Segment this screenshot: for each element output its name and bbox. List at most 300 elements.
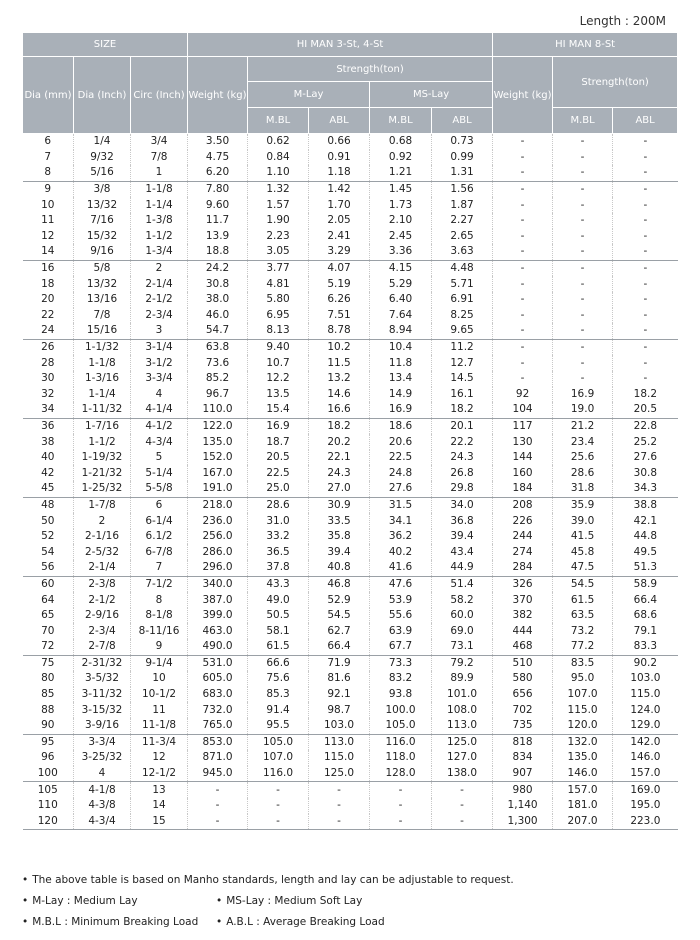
table-row (23, 481, 678, 497)
m-lay-mbl-cell: 13.5 (248, 387, 309, 403)
m-lay-abl-cell: 1.70 (309, 197, 370, 213)
m-lay-abl-cell: 1.18 (309, 165, 370, 181)
abl-8st-cell: 129.0 (613, 718, 678, 734)
dia-mm-cell: 10 (41, 198, 55, 211)
abl-8st-cell: 142.0 (613, 734, 678, 750)
circ-inch-cell: 3/4 (131, 134, 188, 150)
abl-8st-cell: 103.0 (613, 671, 678, 687)
dia-inch-cell: 4-3/4 (74, 814, 131, 830)
mbl-8st-cell: - (553, 260, 613, 276)
weight-8st-cell: - (493, 308, 553, 324)
dia-mm-cell: 9 (23, 181, 74, 197)
m-lay-mbl-cell: 8.13 (248, 323, 309, 339)
m-lay-abl-cell: 33.5 (309, 513, 370, 529)
table-row (23, 339, 678, 355)
dia-inch-cell: 3-11/32 (74, 687, 131, 703)
ms-lay-mbl-cell: 36.2 (370, 529, 432, 545)
weight-8st-cell: - (493, 339, 553, 355)
m-lay-abl-cell: 98.7 (309, 702, 370, 718)
mbl-8st-cell: 135.0 (553, 750, 613, 766)
ms-lay-mbl-cell: 1.21 (370, 165, 432, 181)
size-header: SIZE (23, 33, 188, 57)
dia-inch-cell: 3-5/32 (74, 671, 131, 687)
mbl-8st-cell: 21.2 (553, 418, 613, 434)
dia-inch-cell: 3-25/32 (74, 750, 131, 766)
dia-inch-cell: 1-25/32 (74, 481, 131, 497)
ms-lay-mbl-cell: 118.0 (370, 750, 432, 766)
abl-8st-cell: - (613, 355, 678, 371)
dia-mm-cell: 34 (41, 403, 55, 416)
mbl-8st-cell: 207.0 (553, 814, 613, 830)
ms-lay-mbl-cell: 5.29 (370, 276, 432, 292)
dia-mm-cell: 40 (41, 451, 55, 464)
m-lay-mbl-cell: 58.1 (248, 623, 309, 639)
ms-lay-mbl-cell: 93.8 (370, 687, 432, 703)
group1-header: HI MAN 3-St, 4-St (188, 33, 493, 57)
m-lay-abl-cell: 103.0 (309, 718, 370, 734)
note-m-lay-text: M-Lay : Medium Lay (32, 895, 138, 907)
dia-inch-cell: 9/32 (74, 150, 131, 166)
ms-lay-mbl-cell: 7.64 (370, 308, 432, 324)
dia-mm-cell: 6 (23, 134, 74, 150)
dia-mm-cell: 72 (41, 640, 55, 653)
dia-mm-cell: 38 (41, 435, 55, 448)
abl-8st-cell: 38.8 (613, 497, 678, 513)
weight-cell: 4.75 (188, 150, 248, 166)
abl-8st-cell: - (613, 197, 678, 213)
weight-8st-cell: - (493, 276, 553, 292)
weight-8st-cell: - (493, 213, 553, 229)
abl-8st-cell: 124.0 (613, 702, 678, 718)
dia-mm-cell: 11 (41, 214, 55, 227)
circ-inch-cell: 4-3/4 (131, 434, 188, 450)
circ-inch-cell: 10-1/2 (131, 687, 188, 703)
m-lay-mbl-cell: 107.0 (248, 750, 309, 766)
ms-lay-mbl-cell: 47.6 (370, 576, 432, 592)
weight-cell: 945.0 (188, 766, 248, 782)
m-lay-mbl-cell: 105.0 (248, 734, 309, 750)
table-row (23, 798, 678, 814)
circ-inch-cell: 3-1/4 (131, 339, 188, 355)
mbl-8st-cell: 23.4 (553, 434, 613, 450)
weight-cell: 853.0 (188, 734, 248, 750)
mbl-8st-cell: - (553, 213, 613, 229)
table-row (23, 292, 678, 308)
table-row (23, 782, 678, 798)
weight-header: Weight (kg) (188, 57, 248, 134)
weight-cell: 399.0 (188, 608, 248, 624)
abl-8st-cell: - (613, 276, 678, 292)
circ-inch-cell: 11-1/8 (131, 718, 188, 734)
abl-8st-cell: 20.5 (613, 402, 678, 418)
note-ms-lay (216, 893, 362, 909)
table-row (23, 276, 678, 292)
ms-lay-abl-cell: 36.8 (432, 513, 493, 529)
group2-header: HI MAN 8-St (493, 33, 678, 57)
weight-cell: 38.0 (188, 292, 248, 308)
ms-lay-mbl-cell: 73.3 (370, 655, 432, 671)
m-lay-mbl-cell: 20.5 (248, 450, 309, 466)
dia-inch-cell: 13/16 (74, 292, 131, 308)
dia-mm-cell: 36 (23, 418, 74, 434)
circ-inch-cell: 1 (131, 165, 188, 181)
circ-inch-cell: 1-1/4 (131, 197, 188, 213)
table-row (23, 671, 678, 687)
dia-mm-cell: 80 (41, 672, 55, 685)
bullet-icon: • (22, 895, 29, 907)
dia-mm-cell: 54 (41, 545, 55, 558)
ms-lay-mbl-cell: - (370, 798, 432, 814)
weight-cell: 531.0 (188, 655, 248, 671)
ms-lay-abl-cell: 1.56 (432, 181, 493, 197)
mbl-8st-cell: 73.2 (553, 623, 613, 639)
ms-lay-header: MS-Lay (370, 82, 493, 108)
m-lay-abl-cell: 2.05 (309, 213, 370, 229)
ms-lay-mbl-cell: 22.5 (370, 450, 432, 466)
dia-inch-cell: 4-3/8 (74, 798, 131, 814)
circ-inch-cell: 7 (131, 560, 188, 576)
weight-8st-cell: 274 (493, 544, 553, 560)
mbl-8st-cell: 28.6 (553, 465, 613, 481)
weight-8st-cell: - (493, 260, 553, 276)
strength-header: Strength(ton) (248, 57, 493, 82)
weight-cell: 30.8 (188, 276, 248, 292)
m-lay-abl-cell: 7.51 (309, 308, 370, 324)
abl-8st-cell: - (613, 150, 678, 166)
abl-8st-cell: 146.0 (613, 750, 678, 766)
dia-mm-cell: 22 (41, 308, 55, 321)
table-row (23, 544, 678, 560)
ms-lay-mbl-cell: 128.0 (370, 766, 432, 782)
mbl-8st-cell: 83.5 (553, 655, 613, 671)
circ-inch-cell: 7/8 (131, 150, 188, 166)
m-lay-mbl-cell: 16.9 (248, 418, 309, 434)
mbl-8st-cell: 31.8 (553, 481, 613, 497)
abl-8st-cell: - (613, 371, 678, 387)
table-row (23, 734, 678, 750)
m-lay-mbl-cell: 36.5 (248, 544, 309, 560)
abl-8st-cell: 25.2 (613, 434, 678, 450)
ms-lay-mbl-cell: 13.4 (370, 371, 432, 387)
weight-8st-cell: 656 (493, 687, 553, 703)
dia-mm-cell: 105 (23, 782, 74, 798)
mbl-8st-cell: - (553, 339, 613, 355)
ms-lay-abl-cell: 2.65 (432, 229, 493, 245)
circ-inch-cell: 1-1/2 (131, 229, 188, 245)
mbl-8st-cell: 45.8 (553, 544, 613, 560)
m-lay-mbl-cell: 18.7 (248, 434, 309, 450)
weight-cell: - (188, 798, 248, 814)
circ-inch-cell: 4-1/2 (131, 418, 188, 434)
ms-lay-abl-cell: 26.8 (432, 465, 493, 481)
abl-8st-cell: 68.6 (613, 608, 678, 624)
dia-mm-cell: 14 (41, 245, 55, 258)
weight-8st-cell: 580 (493, 671, 553, 687)
dia-inch-cell: 7/16 (74, 213, 131, 229)
m-lay-abl-cell: 13.2 (309, 371, 370, 387)
weight-8st-cell: 160 (493, 465, 553, 481)
dia-mm-cell: 70 (41, 624, 55, 637)
dia-mm-cell: 8 (44, 166, 52, 179)
weight2-header: Weight (kg) (493, 57, 553, 134)
m-lay-abl-cell: 10.2 (309, 339, 370, 355)
m-lay-abl-cell: 2.41 (309, 229, 370, 245)
table-row (23, 181, 678, 197)
mbl-8st-cell: 16.9 (553, 387, 613, 403)
dia-inch-cell: 4 (74, 766, 131, 782)
table-row (23, 465, 678, 481)
dia-mm-header: Dia (mm) (23, 57, 74, 134)
abl2-header: ABL (613, 108, 678, 134)
ms-lay-abl-cell: 22.2 (432, 434, 493, 450)
m-lay-abl-header: ABL (309, 108, 370, 134)
weight-8st-cell: 907 (493, 766, 553, 782)
dia-mm-cell: 60 (23, 576, 74, 592)
mbl-8st-cell: 107.0 (553, 687, 613, 703)
ms-lay-abl-cell: 14.5 (432, 371, 493, 387)
table-row (23, 560, 678, 576)
weight-cell: 54.7 (188, 323, 248, 339)
m-lay-mbl-cell: 4.81 (248, 276, 309, 292)
m-lay-abl-cell: 66.4 (309, 639, 370, 655)
weight-8st-cell: - (493, 197, 553, 213)
dia-mm-cell: 96 (41, 751, 55, 764)
m-lay-abl-cell: 6.26 (309, 292, 370, 308)
m-lay-abl-cell: - (309, 798, 370, 814)
dia-mm-cell: 64 (41, 593, 55, 606)
m-lay-mbl-cell: 28.6 (248, 497, 309, 513)
dia-mm-cell: 65 (41, 609, 55, 622)
circ-inch-cell: 8 (131, 592, 188, 608)
table-row (23, 229, 678, 245)
table-row (23, 387, 678, 403)
ms-lay-abl-cell: 16.1 (432, 387, 493, 403)
m-lay-abl-cell: 24.3 (309, 465, 370, 481)
circ-inch-cell: 6.1/2 (131, 529, 188, 545)
dia-mm-cell: 12 (41, 229, 55, 242)
dia-inch-cell: 2-3/4 (74, 623, 131, 639)
ms-lay-abl-cell: 138.0 (432, 766, 493, 782)
weight-8st-cell: - (493, 292, 553, 308)
ms-lay-abl-cell: - (432, 782, 493, 798)
circ-inch-cell: 15 (131, 814, 188, 830)
table-row (23, 308, 678, 324)
mbl-8st-cell: 146.0 (553, 766, 613, 782)
ms-lay-mbl-cell: 18.6 (370, 418, 432, 434)
m-lay-mbl-cell: 0.62 (248, 134, 309, 150)
circ-inch-cell: 2-3/4 (131, 308, 188, 324)
ms-lay-mbl-cell: 11.8 (370, 355, 432, 371)
abl-8st-cell: 22.8 (613, 418, 678, 434)
table-row (23, 197, 678, 213)
dia-inch-cell: 1-1/8 (74, 355, 131, 371)
ms-lay-mbl-header: M.BL (370, 108, 432, 134)
m-lay-abl-cell: 16.6 (309, 402, 370, 418)
m-lay-mbl-cell: 9.40 (248, 339, 309, 355)
mbl-8st-cell: 61.5 (553, 592, 613, 608)
ms-lay-mbl-cell: 14.9 (370, 387, 432, 403)
dia-inch-cell: 2-1/4 (74, 560, 131, 576)
m-lay-abl-cell: 81.6 (309, 671, 370, 687)
circ-inch-cell: 9-1/4 (131, 655, 188, 671)
m-lay-abl-cell: 27.0 (309, 481, 370, 497)
m-lay-mbl-cell: - (248, 814, 309, 830)
abl-8st-cell: 115.0 (613, 687, 678, 703)
m-lay-abl-cell: 39.4 (309, 544, 370, 560)
table-row (23, 639, 678, 655)
abl-8st-cell: - (613, 323, 678, 339)
weight-cell: 46.0 (188, 308, 248, 324)
dia-inch-cell: 5/16 (74, 165, 131, 181)
ms-lay-mbl-cell: 20.6 (370, 434, 432, 450)
weight-8st-cell: 382 (493, 608, 553, 624)
weight-cell: 683.0 (188, 687, 248, 703)
note-line-2 (22, 893, 514, 914)
dia-inch-cell: 1-1/4 (74, 387, 131, 403)
abl-8st-cell: 30.8 (613, 465, 678, 481)
m-lay-mbl-cell: 75.6 (248, 671, 309, 687)
dia-mm-cell: 52 (41, 530, 55, 543)
dia-inch-cell: 3-15/32 (74, 702, 131, 718)
circ-inch-header: Circ (Inch) (131, 57, 188, 134)
dia-inch-cell: 15/16 (74, 323, 131, 339)
abl-8st-cell: 90.2 (613, 655, 678, 671)
weight-8st-cell: 468 (493, 639, 553, 655)
ms-lay-abl-cell: 34.0 (432, 497, 493, 513)
m-lay-abl-cell: 46.8 (309, 576, 370, 592)
table-row (23, 213, 678, 229)
dia-mm-cell: 85 (41, 688, 55, 701)
abl-8st-cell: 34.3 (613, 481, 678, 497)
m-lay-mbl-cell: 1.10 (248, 165, 309, 181)
ms-lay-abl-cell: 2.27 (432, 213, 493, 229)
note-line-3 (22, 914, 514, 935)
m-lay-mbl-cell: 49.0 (248, 592, 309, 608)
weight-cell: 605.0 (188, 671, 248, 687)
mbl-8st-cell: - (553, 276, 613, 292)
weight-8st-cell: 226 (493, 513, 553, 529)
mbl-8st-cell: 47.5 (553, 560, 613, 576)
table-row (23, 655, 678, 671)
dia-mm-cell: 56 (41, 561, 55, 574)
mbl-8st-cell: 132.0 (553, 734, 613, 750)
dia-mm-cell: 42 (41, 466, 55, 479)
abl-8st-cell: 223.0 (613, 814, 678, 830)
circ-inch-cell: 1-3/4 (131, 244, 188, 260)
abl-8st-cell: - (613, 339, 678, 355)
table-row (23, 718, 678, 734)
abl-8st-cell: 195.0 (613, 798, 678, 814)
dia-mm-cell: 48 (23, 497, 74, 513)
note-m-lay (22, 893, 216, 909)
weight-8st-cell: - (493, 165, 553, 181)
circ-inch-cell: 1-1/8 (131, 181, 188, 197)
ms-lay-abl-cell: 89.9 (432, 671, 493, 687)
table-row (23, 687, 678, 703)
dia-inch-cell: 15/32 (74, 229, 131, 245)
ms-lay-mbl-cell: 24.8 (370, 465, 432, 481)
dia-mm-cell: 16 (23, 260, 74, 276)
mbl-8st-cell: - (553, 371, 613, 387)
ms-lay-abl-cell: 24.3 (432, 450, 493, 466)
mbl-8st-cell: 95.0 (553, 671, 613, 687)
ms-lay-abl-cell: 73.1 (432, 639, 493, 655)
mbl-8st-cell: - (553, 355, 613, 371)
abl-8st-cell: - (613, 181, 678, 197)
circ-inch-cell: 3 (131, 323, 188, 339)
m-lay-mbl-cell: 37.8 (248, 560, 309, 576)
weight-cell: 13.9 (188, 229, 248, 245)
ms-lay-mbl-cell: 34.1 (370, 513, 432, 529)
table-row (23, 497, 678, 513)
mbl-8st-cell: 181.0 (553, 798, 613, 814)
dia-mm-cell: 88 (41, 703, 55, 716)
weight-8st-cell: 326 (493, 576, 553, 592)
ms-lay-abl-cell: 5.71 (432, 276, 493, 292)
circ-inch-cell: 1-3/8 (131, 213, 188, 229)
m-lay-mbl-cell: 1.32 (248, 181, 309, 197)
bullet-icon: • (22, 916, 29, 928)
weight-cell: - (188, 814, 248, 830)
dia-inch-cell: 1-7/8 (74, 497, 131, 513)
weight-8st-cell: 184 (493, 481, 553, 497)
ms-lay-abl-cell: 0.73 (432, 134, 493, 150)
m-lay-mbl-cell: 15.4 (248, 402, 309, 418)
table-row (23, 814, 678, 830)
circ-inch-cell: 2-1/2 (131, 292, 188, 308)
bullet-icon: • (216, 916, 223, 928)
abl-8st-cell: - (613, 292, 678, 308)
m-lay-mbl-cell: 1.57 (248, 197, 309, 213)
mbl-8st-cell: 39.0 (553, 513, 613, 529)
note-mbl (22, 914, 216, 930)
weight-cell: 732.0 (188, 702, 248, 718)
dia-mm-cell: 18 (41, 277, 55, 290)
weight-cell: 24.2 (188, 260, 248, 276)
ms-lay-abl-cell: 51.4 (432, 576, 493, 592)
note-ms-lay-text: MS-Lay : Medium Soft Lay (226, 895, 363, 907)
abl-8st-cell: 169.0 (613, 782, 678, 798)
table-row (23, 244, 678, 260)
table-row (23, 766, 678, 782)
ms-lay-mbl-cell: 8.94 (370, 323, 432, 339)
note-abl (216, 914, 385, 930)
dia-inch-cell: 1-19/32 (74, 450, 131, 466)
abl-8st-cell: 66.4 (613, 592, 678, 608)
ms-lay-mbl-cell: 27.6 (370, 481, 432, 497)
ms-lay-mbl-cell: 10.4 (370, 339, 432, 355)
circ-inch-cell: 7-1/2 (131, 576, 188, 592)
abl-8st-cell: 157.0 (613, 766, 678, 782)
dia-inch-cell: 7/8 (74, 308, 131, 324)
table-row (23, 134, 678, 150)
dia-mm-cell: 95 (23, 734, 74, 750)
circ-inch-cell: 2-1/4 (131, 276, 188, 292)
note-text: The above table is based on Manho standards, length and lay can be adjustable to request. (32, 874, 514, 886)
m-lay-mbl-cell: - (248, 782, 309, 798)
weight-cell: 63.8 (188, 339, 248, 355)
dia-mm-cell: 50 (41, 514, 55, 527)
m-lay-abl-cell: 125.0 (309, 766, 370, 782)
m-lay-mbl-cell: 116.0 (248, 766, 309, 782)
m-lay-mbl-cell: 6.95 (248, 308, 309, 324)
m-lay-mbl-cell: 25.0 (248, 481, 309, 497)
table-row (23, 402, 678, 418)
circ-inch-cell: 6-1/4 (131, 513, 188, 529)
ms-lay-abl-cell: 29.8 (432, 481, 493, 497)
mbl-8st-cell: - (553, 308, 613, 324)
ms-lay-abl-cell: 0.99 (432, 150, 493, 166)
